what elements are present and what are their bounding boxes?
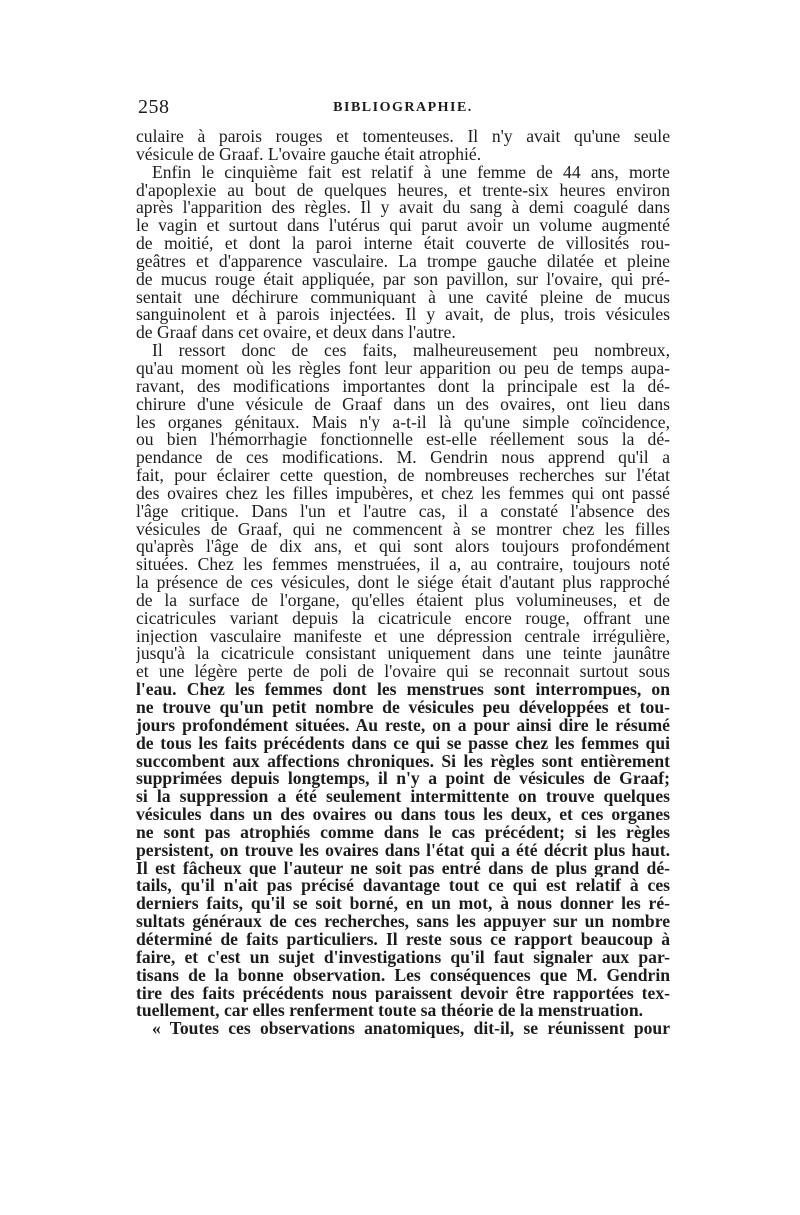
- text-line: Il ressort donc de ces faits, malheureusement peu nombreux,: [152, 342, 670, 360]
- text-line: qu'au moment où les règles font leur apparition ou peu de temps aupa-: [136, 359, 670, 378]
- paragraph: [136, 1020, 670, 1038]
- text-line: cicatricules variant depuis la cicatricule encore rouge, offrant une: [136, 609, 670, 628]
- text-line: derniers faits, qu'il se soit borné, en un mot, à nous donner les ré-: [136, 895, 670, 914]
- running-head: BIBLIOGRAPHIE.: [333, 100, 473, 115]
- text-line: jusqu'à la cicatricule consistant uniquement dans une teinte jaunâtre: [136, 645, 670, 664]
- text-line: injection vasculaire manifeste et une dépression centrale irrégulière,: [136, 627, 670, 646]
- text-line: pendance de ces modifications. M. Gendrin nous apprend qu'il a: [136, 449, 670, 468]
- text-line: tire des faits précédents nous paraissent devoir être rapportées tex-: [136, 984, 670, 1003]
- text-line: culaire à parois rouges et tomenteuses. Il n'y avait qu'une seule: [136, 128, 670, 146]
- text-line: chirure d'une vésicule de Graaf dans un des ovaires, ont lieu dans: [136, 395, 670, 414]
- paragraph: [136, 128, 670, 164]
- text-line: l'eau. Chez les femmes dont les menstrues sont interrompues, on: [136, 681, 670, 699]
- text-line: d'apoplexie au bout de quelques heures, et trente-six heures environ: [136, 181, 670, 200]
- body-text: [136, 128, 670, 1038]
- paragraph: [136, 342, 670, 1020]
- text-line: tisans de la bonne observation. Les conséquences que M. Gendrin: [136, 966, 670, 985]
- text-line: vésicule de Graaf. L'ovaire gauche était atrophié.: [136, 145, 482, 164]
- text-line: après l'apparition des règles. Il y avait du sang à demi coagulé dans: [136, 199, 670, 218]
- page-header: [136, 96, 670, 122]
- text-line: de Graaf dans cet ovaire, et deux dans l'autre.: [136, 324, 456, 343]
- text-line: ou bien l'hémorrhagie fonctionnelle est-elle réellement sous la dé-: [136, 431, 670, 450]
- text-line: de moitié, et dont la paroi interne était couverte de villosités rou-: [136, 235, 670, 253]
- text-line: ne sont pas atrophiés comme dans le cas précédent; si les règles: [136, 823, 670, 842]
- text-line: situées. Chez les femmes menstruées, il a, au contraire, toujours noté: [136, 556, 670, 575]
- text-line: ne trouve qu'un petit nombre de vésicules peu développées et tou-: [136, 699, 670, 717]
- text-line: sentait une déchirure communiquant à une cavité pleine de mucus: [136, 288, 670, 307]
- paragraph: [136, 164, 670, 342]
- text-line: les organes génitaux. Mais n'y a-t-il là qu'une simple coïncidence,: [136, 413, 670, 432]
- text-line: vésicules de Graaf, qui ne commencent à se montrer chez les filles: [136, 520, 670, 539]
- text-line: de mucus rouge était appliquée, par son pavillon, sur l'ovaire, qui pré-: [136, 270, 670, 289]
- text-line: geâtres et d'apparence vasculaire. La trompe gauche dilatée et pleine: [136, 252, 670, 271]
- text-line: sanguinolent et à parois injectées. Il y avait, de plus, trois vésicules: [136, 306, 670, 325]
- text-line: succombent aux affections chroniques. Si les règles sont entièrement: [136, 752, 670, 771]
- text-line: faire, et c'est un sujet d'investigations qu'il faut signaler aux par-: [136, 948, 670, 967]
- text-line: de tous les faits précédents dans ce qui se passe chez les femmes qui: [136, 734, 670, 753]
- page-number: 258: [138, 96, 170, 118]
- text-line: tuellement, car elles renferment toute sa théorie de la menstruation.: [136, 1002, 643, 1021]
- text-line: « Toutes ces observations anatomiques, dit-il, se réunissent pour: [152, 1020, 670, 1039]
- text-line: et une légère perte de poli de l'ovaire qui se reconnait surtout sous: [136, 663, 670, 682]
- text-line: la présence de ces vésicules, dont le siége était d'autant plus rapproché: [136, 574, 670, 592]
- text-line: déterminé de faits particuliers. Il reste sous ce rapport beaucoup à: [136, 930, 670, 949]
- text-line: qu'après l'âge de dix ans, et qui sont alors toujours profondément: [136, 538, 670, 557]
- text-line: fait, pour éclairer cette question, de nombreuses recherches sur l'état: [136, 467, 670, 485]
- text-line: l'âge critique. Dans l'un et l'autre cas, il a constaté l'absence des: [136, 502, 670, 521]
- text-line: de la surface de l'organe, qu'elles étaient plus volumineuses, et de: [136, 591, 670, 610]
- text-line: supprimées depuis longtemps, il n'y a point de vésicules de Graaf;: [136, 770, 670, 789]
- text-line: sultats généraux de ces recherches, sans les appuyer sur un nombre: [136, 913, 670, 931]
- text-line: tails, qu'il n'ait pas précisé davantage tout ce qui est relatif à ces: [136, 877, 670, 896]
- text-line: vésicules dans un des ovaires ou dans tous les deux, et ces organes: [136, 806, 670, 824]
- text-line: persistent, on trouve les ovaires dans l'état qui a été décrit plus haut.: [136, 841, 670, 860]
- text-line: des ovaires chez les filles impubères, et chez les femmes qui ont passé: [136, 484, 670, 503]
- text-line: le vagin et surtout dans l'utérus qui parut avoir un volume augmenté: [136, 217, 670, 236]
- text-line: si la suppression a été seulement intermittente on trouve quelques: [136, 788, 670, 807]
- text-line: Enfin le cinquième fait est relatif à une femme de 44 ans, morte: [152, 163, 670, 182]
- text-line: ravant, des modifications importantes dont la principale est la dé-: [136, 377, 670, 396]
- text-line: jours profondément situées. Au reste, on a pour ainsi dire le résumé: [136, 716, 670, 735]
- text-line: Il est fâcheux que l'auteur ne soit pas entré dans de plus grand dé-: [136, 859, 670, 878]
